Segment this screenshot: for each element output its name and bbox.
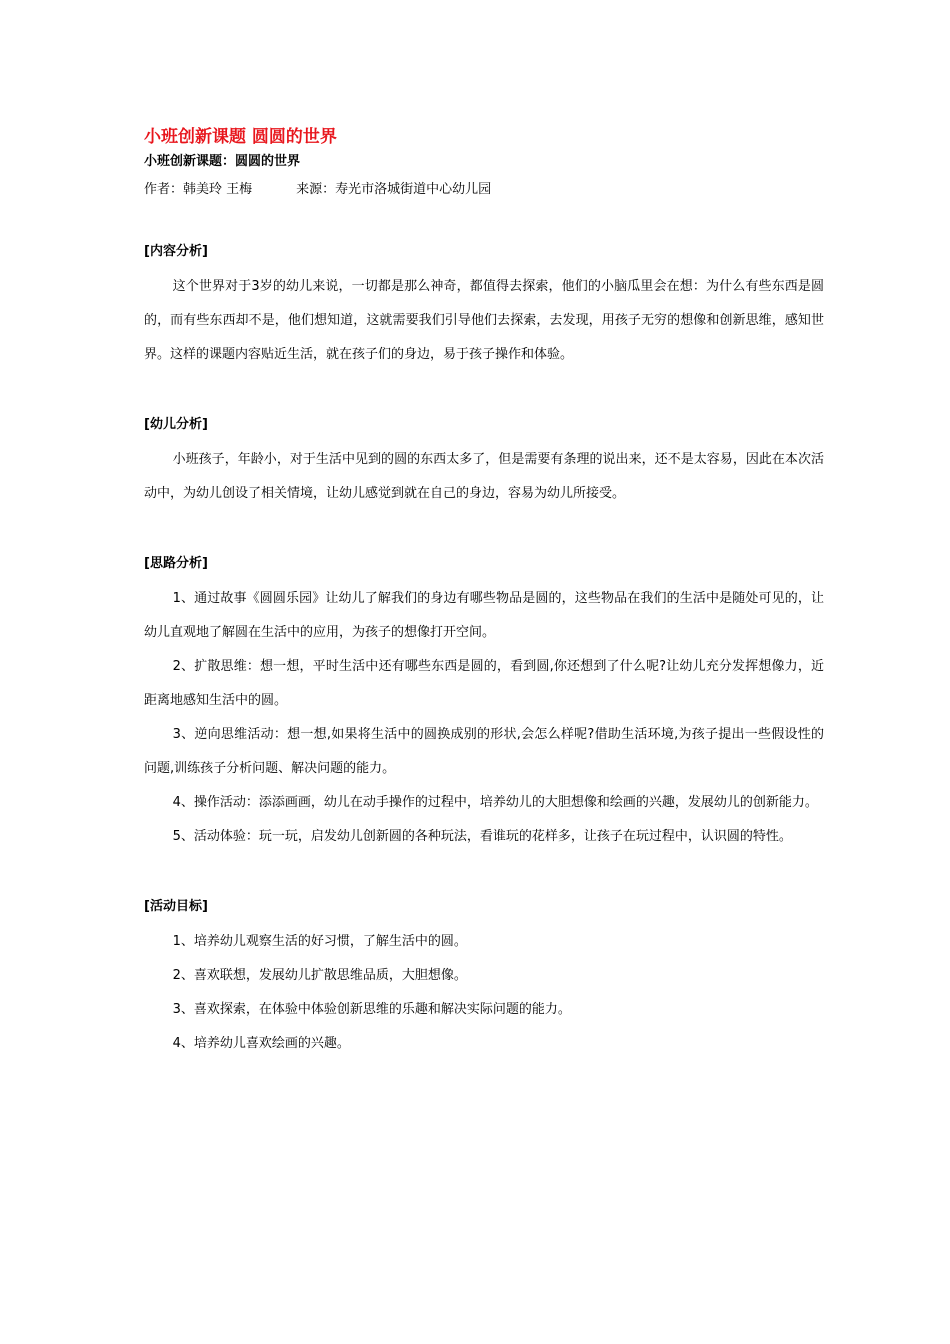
item-text: 喜欢联想，发展幼儿扩散思维品质，大胆想像。 [193, 968, 467, 983]
list [144, 582, 824, 854]
item-number: 1、 [172, 591, 195, 606]
item-number: 3、 [172, 727, 195, 742]
section-activity-goals [144, 898, 824, 1061]
page-title: 小班创新课题 圆圆的世界 [144, 127, 337, 147]
item-text: 培养幼儿观察生活的好习惯，了解生活中的圆。 [193, 934, 467, 949]
item-number: 3、 [172, 1002, 194, 1017]
section-heading: [活动目标] [144, 899, 208, 914]
list-item [144, 718, 824, 786]
author-text: 作者：韩美玲 王梅 [144, 182, 253, 197]
list-item [144, 993, 824, 1027]
item-text: 活动体验：玩一玩，启发幼儿创新圆的各种玩法，看谁玩的花样多，让孩子在玩过程中，认识圆的特性。 [193, 829, 792, 844]
paragraph: 小班孩子，年龄小，对于生活中见到的圆的东西太多了，但是需要有条理的说出来，还不是太容易，因此在本次活动中，为幼儿创设了相关情境，让幼儿感觉到就在自己的身边，容易为幼儿所接受。 [144, 452, 824, 501]
list-item [144, 582, 824, 650]
section-thinking-analysis [144, 555, 824, 854]
source-text: 来源：寿光市洛城街道中心幼儿园 [296, 182, 492, 197]
list-item [144, 1027, 824, 1061]
item-text: 逆向思维活动：想一想,如果将生活中的圆换成别的形状,会怎么样呢?借助生活环境,为孩子提出一些假设性的问题,训练孩子分析问题、解决问题的能力。 [144, 727, 824, 776]
section-content-analysis [144, 243, 824, 372]
paragraph: 这个世界对于3岁的幼儿来说，一切都是那么神奇，都值得去探索，他们的小脑瓜里会在想：为什么有些东西是圆的，而有些东西却不是，他们想知道，这就需要我们引导他们去探索，去发现，用孩子无穷的想像和创新思维，感知世界。这样的课题内容贴近生活，就在孩子们的身边，易于孩子操作和体验。 [144, 279, 824, 362]
item-text: 操作活动：添添画画，幼儿在动手操作的过程中，培养幼儿的大胆想像和绘画的兴趣，发展幼儿的创新能力。 [193, 795, 818, 810]
section-heading: [思路分析] [144, 556, 208, 571]
list-item [144, 786, 824, 820]
item-number: 5、 [172, 829, 194, 844]
document-body [144, 126, 824, 1061]
byline [144, 181, 824, 199]
section-heading: [内容分析] [144, 244, 208, 259]
item-number: 2、 [172, 659, 195, 674]
subtitle: 小班创新课题：圆圆的世界 [144, 154, 301, 169]
item-text: 扩散思维：想一想，平时生活中还有哪些东西是圆的，看到圆,你还想到了什么呢?让幼儿充分发挥想像力，近距离地感知生活中的圆。 [144, 659, 824, 708]
item-number: 4、 [172, 1036, 194, 1051]
list [144, 925, 824, 1061]
list-item [144, 820, 824, 854]
section-child-analysis [144, 416, 824, 511]
item-number: 1、 [172, 934, 194, 949]
item-text: 培养幼儿喜欢绘画的兴趣。 [193, 1036, 350, 1051]
item-number: 4、 [172, 795, 194, 810]
list-item [144, 650, 824, 718]
list-item [144, 959, 824, 993]
item-text: 通过故事《圆圆乐园》让幼儿了解我们的身边有哪些物品是圆的，这些物品在我们的生活中是随处可见的，让幼儿直观地了解圆在生活中的应用，为孩子的想像打开空间。 [144, 591, 824, 640]
section-heading: [幼儿分析] [144, 417, 208, 432]
item-text: 喜欢探索，在体验中体验创新思维的乐趣和解决实际问题的能力。 [193, 1002, 571, 1017]
item-number: 2、 [172, 968, 194, 983]
list-item [144, 925, 824, 959]
